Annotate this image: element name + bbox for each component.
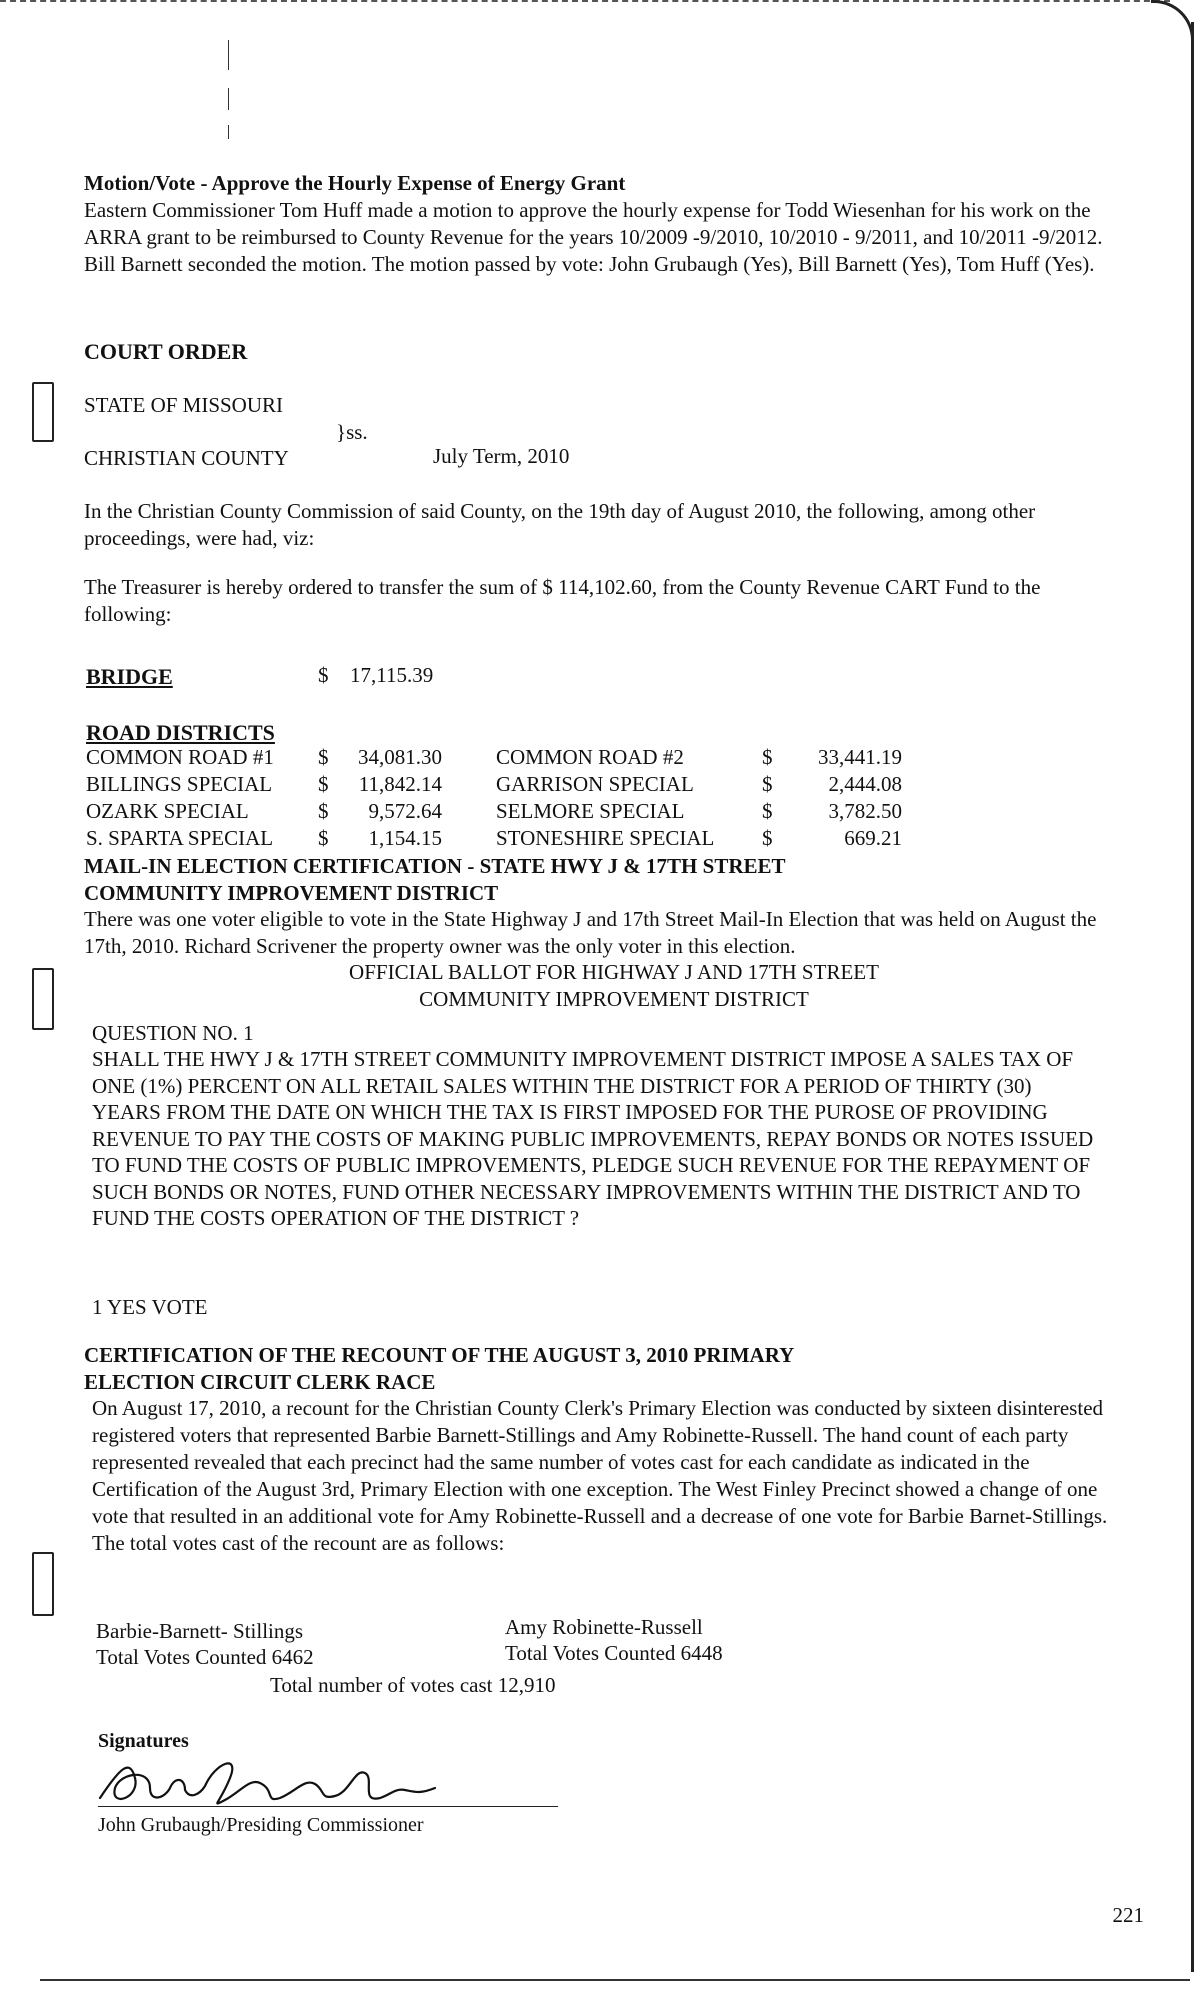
bridge-amount: 17,115.39 — [350, 663, 434, 687]
bridge-dollar: $ — [318, 663, 329, 687]
signature-line — [98, 1806, 558, 1807]
road-district-row — [86, 745, 986, 773]
road-districts-title: ROAD DISTRICTS — [86, 720, 275, 745]
signatures-title: Signatures — [98, 1730, 189, 1752]
district-dollar: $ — [318, 745, 329, 769]
district-dollar: $ — [318, 772, 329, 796]
district-dollar: $ — [762, 772, 773, 796]
district-amount: 33,441.19 — [818, 745, 902, 769]
district-name: OZARK SPECIAL — [86, 799, 249, 823]
bridge-label: BRIDGE — [86, 664, 173, 689]
question-label: QUESTION NO. 1 — [92, 1021, 254, 1045]
district-name: COMMON ROAD #1 — [86, 745, 274, 769]
recount-title-line1: CERTIFICATION OF THE RECOUNT OF THE AUGUST 3, 2010 PRIMARY — [84, 1343, 795, 1367]
scan-mark — [228, 40, 229, 70]
candidate2-block — [505, 1614, 723, 1666]
district-dollar: $ — [762, 745, 773, 769]
district-dollar: $ — [762, 799, 773, 823]
candidate2-votes: Total Votes Counted 6448 — [505, 1641, 723, 1665]
district-dollar: $ — [318, 799, 329, 823]
district-amount: 2,444.08 — [828, 772, 902, 796]
district-amount: 1,154.15 — [368, 826, 442, 850]
ss-label: }ss. — [336, 420, 368, 444]
ballot-title-line1: OFFICIAL BALLOT FOR HIGHWAY J AND 17TH STREET — [349, 960, 879, 984]
recount-title-line2: ELECTION CIRCUIT CLERK RACE — [84, 1370, 436, 1394]
candidate1-name: Barbie-Barnett- Stillings — [96, 1619, 304, 1643]
district-amount: 9,572.64 — [368, 799, 442, 823]
mail-in-body: There was one voter eligible to vote in the State Highway J and 17th Street Mail-In Election that was held on August the 17th, 2010. Richard Scrivener the property owner was the only voter in this election. — [84, 907, 1097, 958]
margin-marker — [32, 1552, 54, 1616]
district-amount: 669.21 — [844, 826, 902, 850]
district-name: GARRISON SPECIAL — [496, 772, 694, 796]
road-district-row — [86, 826, 986, 854]
recount-body: On August 17, 2010, a recount for the Christian County Clerk's Primary Election was conducted by sixteen disinterested registered voters that represented Barbie Barnett-Stillings and Amy Robinette-Russell. The hand count of each party represented revealed that each precinct had the same number of votes cast for each candidate as indicated in the Certification of the August 3rd, Primary Election with one exception. The West Finley Precinct showed a change of one vote that resulted in an additional vote for Amy Robinette-Russell and a decrease of one vote for Barbie Barnet-Stillings. The total votes cast of the recount are as follows: — [92, 1396, 1108, 1555]
court-order-intro: In the Christian County Commission of said County, on the 19th day of August 2010, the following, among other proceedings, were had, viz: — [84, 499, 1036, 550]
candidate1-block — [96, 1618, 314, 1670]
motion-section — [84, 170, 1114, 278]
page-number: 221 — [1112, 1903, 1144, 1927]
candidate1-votes: Total Votes Counted 6462 — [96, 1645, 314, 1669]
recount-title — [84, 1342, 1114, 1396]
signer-name: John Grubaugh/Presiding Commissioner — [98, 1814, 424, 1836]
mail-in-title-line2: COMMUNITY IMPROVEMENT DISTRICT — [84, 881, 499, 905]
district-name: STONESHIRE SPECIAL — [496, 826, 715, 850]
district-amount: 3,782.50 — [828, 799, 902, 823]
mail-in-title — [84, 853, 1114, 907]
county-label: CHRISTIAN COUNTY — [84, 446, 289, 470]
transfer-order: The Treasurer is hereby ordered to transfer the sum of $ 114,102.60, from the County Revenue CART Fund to the following: — [84, 575, 1041, 626]
ballot-result: 1 YES VOTE — [92, 1295, 208, 1319]
district-name: S. SPARTA SPECIAL — [86, 826, 274, 850]
page-right-edge — [1188, 22, 1194, 1972]
candidate2-name: Amy Robinette-Russell — [505, 1615, 703, 1639]
state-label: STATE OF MISSOURI — [84, 393, 284, 417]
total-votes: Total number of votes cast 12,910 — [270, 1673, 556, 1697]
page-bottom-edge — [40, 1979, 1190, 1981]
signature-mark — [90, 1748, 450, 1818]
district-dollar: $ — [762, 826, 773, 850]
district-name: SELMORE SPECIAL — [496, 799, 685, 823]
district-name: BILLINGS SPECIAL — [86, 772, 273, 796]
scan-mark — [228, 125, 229, 139]
road-district-row — [86, 772, 986, 800]
page-top-edge — [0, 0, 1170, 2]
mail-in-title-line1: MAIL-IN ELECTION CERTIFICATION - STATE HWY J & 17TH STREET — [84, 854, 786, 878]
district-amount: 11,842.14 — [358, 772, 442, 796]
court-order-title: COURT ORDER — [84, 339, 248, 364]
motion-title: Motion/Vote - Approve the Hourly Expense of Energy Grant — [84, 171, 626, 195]
district-name: COMMON ROAD #2 — [496, 745, 684, 769]
ballot-title-line2: COMMUNITY IMPROVEMENT DISTRICT — [419, 987, 809, 1011]
margin-marker — [32, 382, 54, 442]
road-district-row — [86, 799, 986, 827]
margin-marker — [32, 968, 54, 1030]
district-dollar: $ — [318, 826, 329, 850]
ballot-question: SHALL THE HWY J & 17TH STREET COMMUNITY IMPROVEMENT DISTRICT IMPOSE A SALES TAX OF ONE (1%) PERCENT ON ALL RETAIL SALES WITHIN THE DISTRICT FOR A PERIOD OF THIRTY (30) YEARS FROM THE DATE ON WHICH THE TAX IS FIRST IMPOSED FOR THE PUROSE OF PROVIDING REVENUE TO PAY THE COSTS OF MAKING PUBLIC IMPROVEMENTS, REPAY BONDS OR NOTES ISSUED TO FUND THE COSTS OF PUBLIC IMPROVEMENTS, PLEDGE SUCH REVENUE FOR THE REPAYMENT OF SUCH BONDS OR NOTES, FUND OTHER NECESSARY IMPROVEMENTS WITHIN THE DISTRICT AND TO FUND THE COSTS OPERATION OF THE DISTRICT ? — [92, 1047, 1094, 1230]
term-label: July Term, 2010 — [433, 444, 570, 468]
motion-body: Eastern Commissioner Tom Huff made a motion to approve the hourly expense for Todd Wiesenhan for his work on the ARRA grant to be reimbursed to County Revenue for the years 10/2009 -9/2010, 10/2010 - 9/2011, and 10/2011 -9/2012. Bill Barnett seconded the motion. The motion passed by vote: John Grubaugh (Yes), Bill Barnett (Yes), Tom Huff (Yes). — [84, 198, 1103, 276]
district-amount: 34,081.30 — [358, 745, 442, 769]
scan-mark — [228, 88, 229, 110]
